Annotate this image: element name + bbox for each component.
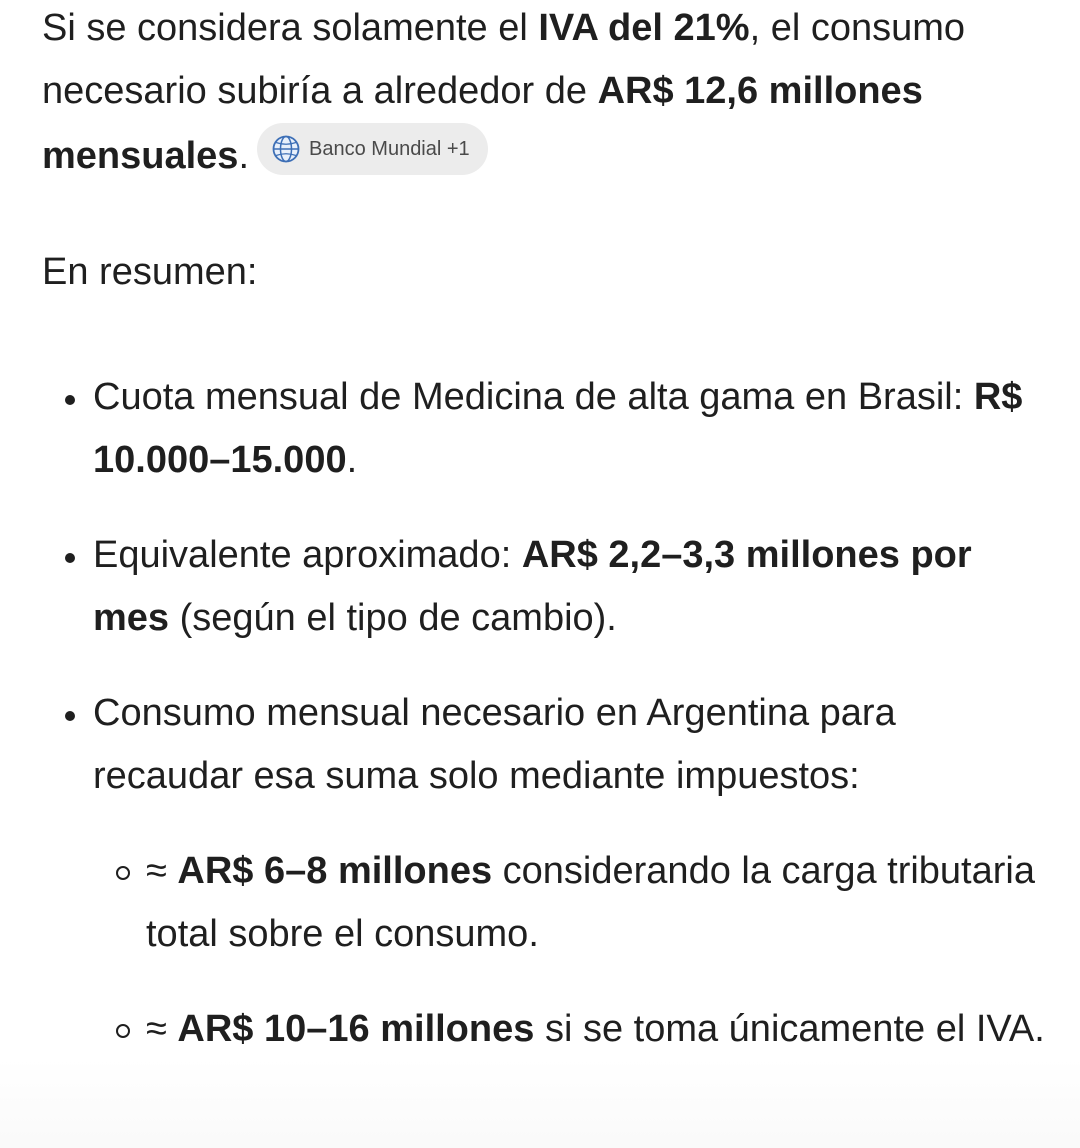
bold-text: AR$ 6–8 millones xyxy=(177,850,493,892)
summary-list xyxy=(42,366,1052,1061)
text: Equivalente aproximado: xyxy=(93,534,522,576)
text: Si se considera solamente el xyxy=(42,7,539,49)
text: considerando la carga tributaria total sobre el consumo. xyxy=(146,850,1035,955)
text: , el consumo necesario subiría a alrededor de xyxy=(42,7,966,112)
bold-text: R$ 10.000–15.000 xyxy=(93,376,1023,481)
source-chip[interactable] xyxy=(257,123,488,175)
list-item xyxy=(42,366,1052,492)
bold-text: IVA del 21% xyxy=(538,7,750,49)
text: . xyxy=(238,135,250,177)
sub-list-item xyxy=(93,840,1052,966)
bold-text: AR$ 10–16 millones xyxy=(177,1008,535,1050)
text: ≈ xyxy=(146,850,178,892)
text: Cuota mensual de Medicina de alta gama en Brasil: xyxy=(93,376,974,418)
source-chip-label: Banco Mundial +1 xyxy=(309,138,470,160)
sub-list xyxy=(93,840,1052,1061)
list-item xyxy=(42,524,1052,650)
text: (según el tipo de cambio). xyxy=(169,597,617,639)
globe-icon xyxy=(271,134,301,164)
bold-text: AR$ 12,6 millones mensuales xyxy=(42,70,923,177)
text: si se toma únicamente el IVA. xyxy=(534,1008,1045,1050)
text: ≈ xyxy=(146,1008,178,1050)
list-item xyxy=(42,682,1052,1061)
response-content xyxy=(42,0,1052,1093)
text: Consumo mensual necesario en Argentina para recaudar esa suma solo mediante impuestos: xyxy=(93,692,896,797)
bold-text: AR$ 2,2–3,3 millones por mes xyxy=(93,534,972,639)
sub-list-item xyxy=(93,998,1052,1061)
text: . xyxy=(346,439,358,481)
summary-heading: En resumen: xyxy=(42,251,258,293)
iva-paragraph xyxy=(42,0,1052,188)
